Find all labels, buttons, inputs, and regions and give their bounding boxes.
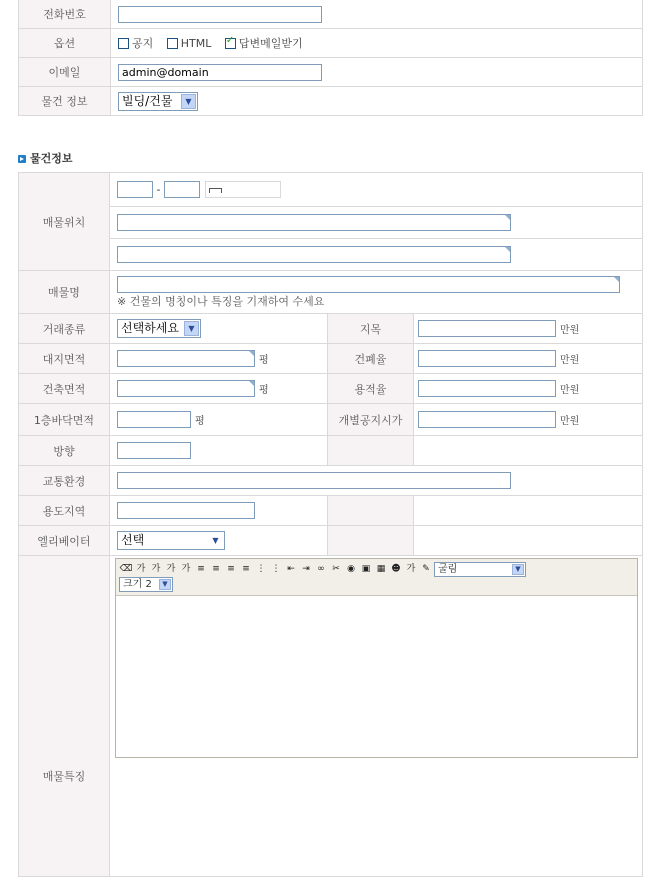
building-area-label: 건축면적	[19, 374, 110, 404]
floor-area-ratio-input[interactable]	[418, 380, 556, 397]
property-info-label: 물건 정보	[19, 87, 111, 116]
chevron-down-icon: ▼	[159, 579, 171, 590]
land-category-unit: 만원	[560, 325, 580, 336]
official-price-label: 개별공지시가	[328, 404, 414, 436]
coverage-ratio-label: 건폐율	[328, 344, 414, 374]
text-color-icon[interactable]: 가	[406, 564, 416, 574]
underline-icon[interactable]: 가	[166, 564, 176, 574]
first-floor-area-input[interactable]	[117, 411, 191, 428]
elevator-label: 엘리베이터	[19, 526, 110, 556]
elevator-select[interactable]	[117, 531, 225, 550]
land-area-unit: 평	[259, 355, 269, 366]
elevator-value: 선택	[121, 533, 145, 547]
font-size-select[interactable]	[119, 577, 173, 592]
email-input[interactable]: admin@domain	[118, 64, 322, 81]
options-label: 옵션	[19, 29, 111, 58]
outdent-icon[interactable]: ⇤	[287, 564, 295, 574]
land-area-input[interactable]	[117, 350, 255, 367]
building-area-unit: 평	[259, 385, 269, 396]
reply-mail-checkbox[interactable]	[225, 38, 236, 49]
rich-text-editor	[115, 558, 638, 758]
unlink-icon[interactable]: ✂	[332, 564, 340, 574]
image-icon[interactable]: ▣	[361, 564, 371, 574]
eraser-icon[interactable]: ⌫	[119, 564, 133, 574]
italic-icon[interactable]: 가	[151, 564, 161, 574]
property-name-hint: ※ 건물의 명칭이나 특징을 기재하여 수세요	[117, 294, 325, 308]
section-title	[18, 150, 73, 166]
contact-form-table	[18, 0, 643, 116]
postal-search-button[interactable]	[205, 181, 281, 198]
align-right-icon[interactable]: ≡	[227, 564, 235, 574]
notice-option-label: 공지	[132, 37, 154, 50]
features-label: 매물특징	[19, 556, 110, 877]
trade-type-value: 선택하세요	[121, 321, 179, 335]
chevron-down-icon: ▼	[208, 533, 223, 548]
html-option-label: HTML	[180, 36, 212, 50]
bg-color-icon[interactable]: ✎	[422, 564, 430, 574]
first-floor-area-unit: 평	[195, 416, 205, 427]
ordered-list-icon[interactable]: ⋮	[256, 564, 266, 574]
table-icon[interactable]: ▦	[376, 564, 386, 574]
transport-label: 교통환경	[19, 466, 110, 496]
font-family-value: 굴림	[438, 563, 458, 575]
empty-label-cell-2	[328, 496, 414, 526]
section-title-text: 물건정보	[30, 152, 73, 165]
chevron-down-icon: ▼	[512, 564, 524, 575]
email-label: 이메일	[19, 58, 111, 87]
bullet-arrow-icon	[18, 155, 26, 163]
zoning-input[interactable]	[117, 502, 255, 519]
land-area-label: 대지면적	[19, 344, 110, 374]
empty-label-cell-3	[328, 526, 414, 556]
address-input-1[interactable]	[117, 214, 511, 231]
coverage-ratio-unit: 만원	[560, 355, 580, 366]
transport-input[interactable]	[117, 472, 511, 489]
phone-label: 전화번호	[19, 0, 111, 29]
property-type-value: 빌딩/건물	[122, 93, 173, 108]
official-price-input[interactable]	[418, 411, 556, 428]
postal-code-second-input[interactable]	[164, 181, 200, 198]
property-type-select[interactable]	[118, 92, 198, 111]
chevron-down-icon: ▼	[184, 321, 199, 336]
postal-code-first-input[interactable]	[117, 181, 153, 198]
official-price-unit: 만원	[560, 416, 580, 427]
indent-icon[interactable]: ⇥	[302, 564, 310, 574]
emoticon-icon[interactable]: ☻	[391, 564, 401, 574]
land-category-input[interactable]	[418, 320, 556, 337]
empty-label-cell-1	[328, 436, 414, 466]
editor-content-area[interactable]	[116, 596, 637, 757]
align-justify-icon[interactable]: ≡	[242, 564, 250, 574]
align-left-icon[interactable]: ≡	[197, 564, 205, 574]
property-name-label: 매물명	[19, 271, 110, 314]
phone-input[interactable]	[118, 6, 322, 23]
notice-checkbox[interactable]	[118, 38, 129, 49]
location-label: 매물위치	[19, 173, 110, 271]
link-icon[interactable]: ∞	[317, 564, 325, 574]
flash-icon[interactable]: ◉	[347, 564, 355, 574]
chevron-down-icon: ▼	[181, 94, 196, 109]
trade-type-select[interactable]	[117, 319, 201, 338]
direction-input[interactable]	[117, 442, 191, 459]
zoning-label: 용도지역	[19, 496, 110, 526]
floor-area-ratio-label: 용적율	[328, 374, 414, 404]
trade-type-label: 거래종류	[19, 314, 110, 344]
postal-search-icon	[209, 188, 222, 193]
postal-dash: -	[156, 183, 161, 196]
land-category-label: 지목	[328, 314, 414, 344]
editor-toolbar-row-1	[116, 559, 637, 577]
font-family-select[interactable]	[434, 562, 526, 577]
first-floor-area-label: 1층바닥면적	[19, 404, 110, 436]
property-form-table	[18, 172, 643, 877]
direction-label: 방향	[19, 436, 110, 466]
building-area-input[interactable]	[117, 380, 255, 397]
html-checkbox[interactable]	[167, 38, 178, 49]
coverage-ratio-input[interactable]	[418, 350, 556, 367]
property-name-input[interactable]	[117, 276, 620, 293]
font-size-value: 크기 2	[123, 578, 152, 590]
floor-area-ratio-unit: 만원	[560, 385, 580, 396]
bold-icon[interactable]: 가	[136, 564, 146, 574]
reply-mail-option-label: 답변메일받기	[238, 37, 303, 50]
address-input-2[interactable]	[117, 246, 511, 263]
editor-toolbar	[116, 559, 637, 596]
align-center-icon[interactable]: ≡	[212, 564, 220, 574]
unordered-list-icon[interactable]: ⋮	[271, 564, 281, 574]
strike-icon[interactable]: 가	[181, 564, 191, 574]
editor-toolbar-row-2	[116, 577, 637, 592]
